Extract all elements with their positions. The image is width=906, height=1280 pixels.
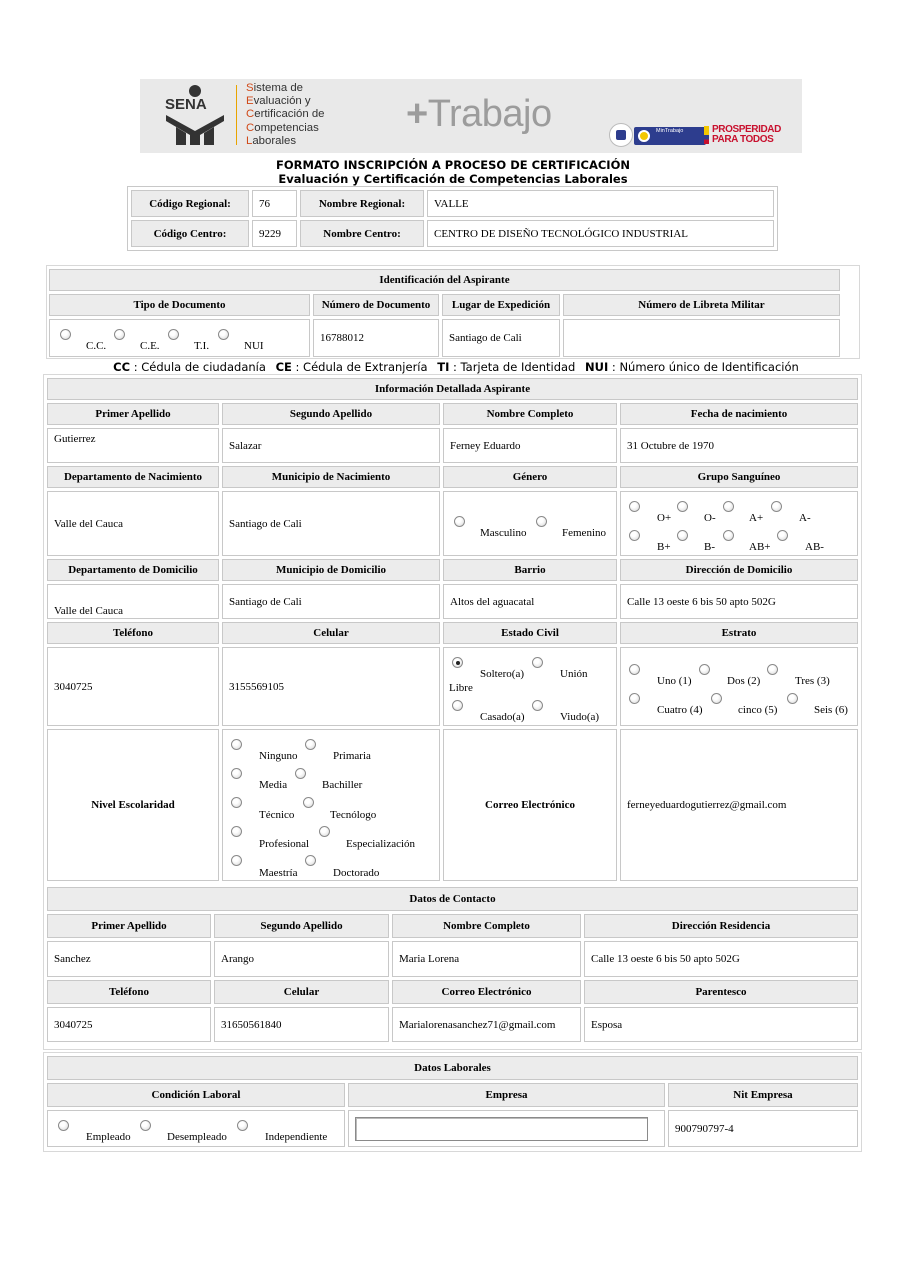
estrato-3-label: Tres (3): [795, 675, 830, 687]
legend-cc-text: : Cédula de ciudadanía: [133, 360, 266, 374]
nombre-centro-label: Nombre Centro:: [300, 220, 424, 247]
form-title: FORMATO INSCRIPCIÓN A PROCESO DE CERTIFICACIÓN: [276, 158, 630, 172]
legend-nui-text: : Número único de Identificación: [611, 360, 799, 374]
radio-estrato-6[interactable]: [787, 693, 798, 704]
legend-ti-text: : Tarjeta de Identidad: [453, 360, 576, 374]
empresa-input[interactable]: [355, 1117, 648, 1141]
escolaridad-media-label: Media: [259, 779, 288, 791]
trabajo-text: Trabajo: [427, 93, 552, 135]
segundo-apellido-header: Segundo Apellido: [222, 403, 440, 425]
contacto-primer-apellido-value: Sanchez: [47, 941, 211, 977]
contacto-correo-header: Correo Electrónico: [392, 980, 581, 1004]
contacto-parentesco-header: Parentesco: [584, 980, 858, 1004]
municipio-domicilio-header: Municipio de Domicilio: [222, 559, 440, 581]
contacto-direccion-value: Calle 13 oeste 6 bis 50 apto 502G: [584, 941, 858, 977]
radio-ab-neg[interactable]: [777, 530, 788, 541]
flag-bars-icon: [704, 126, 709, 144]
sena-logo-label: SENA: [165, 96, 207, 113]
primer-apellido-header: Primer Apellido: [47, 403, 219, 425]
radio-empleado[interactable]: [58, 1120, 69, 1131]
radio-primaria[interactable]: [305, 739, 316, 750]
radio-media[interactable]: [231, 768, 242, 779]
contacto-table: [44, 884, 861, 1045]
escolaridad-doctorado-label: Doctorado: [333, 867, 380, 879]
contacto-direccion-header: Dirección Residencia: [584, 914, 858, 938]
radio-estrato-4[interactable]: [629, 693, 640, 704]
condicion-laboral-cell: [47, 1110, 345, 1147]
estado-soltero-label: Soltero(a): [480, 668, 524, 680]
option-nui-label: NUI: [244, 340, 264, 352]
laborales-title: Datos Laborales: [47, 1056, 858, 1080]
estrato-1-label: Uno (1): [657, 675, 692, 687]
condicion-independiente-label: Independiente: [265, 1131, 328, 1143]
correo-value: ferneyeduardogutierrez@gmail.com: [620, 729, 858, 881]
estado-libre-label: Libre: [449, 682, 473, 694]
radio-cc[interactable]: [60, 329, 71, 340]
estrato-2-label: Dos (2): [727, 675, 761, 687]
mintrabajo-logo: [634, 127, 706, 145]
radio-desempleado[interactable]: [140, 1120, 151, 1131]
numero-documento-value: 16788012: [313, 319, 439, 357]
radio-soltero[interactable]: [452, 657, 463, 668]
legend-cc: CC: [113, 360, 131, 374]
escolaridad-tecnico-label: Técnico: [259, 809, 295, 821]
prosperidad-logo: [712, 125, 781, 145]
escolaridad-especializacion-label: Especialización: [346, 838, 416, 850]
plus-icon: +: [406, 93, 428, 135]
radio-bachiller[interactable]: [295, 768, 306, 779]
mintrabajo-label: MinTrabajo: [656, 128, 684, 134]
system-name: Sistema de Evaluación y Certificación de Competencias Laborales: [246, 82, 325, 147]
contacto-nombre-completo-header: Nombre Completo: [392, 914, 581, 938]
prosperidad-line-2: PARA TODOS: [712, 134, 774, 145]
celular-header: Celular: [222, 622, 440, 644]
contacto-correo-value: Marialorenasanchez71@gmail.com: [392, 1007, 581, 1042]
depto-domicilio-value: Valle del Cauca: [47, 584, 219, 619]
celular-value: 3155569105: [222, 647, 440, 726]
radio-independiente[interactable]: [237, 1120, 248, 1131]
estado-civil-cell: [443, 647, 617, 726]
radio-doctorado[interactable]: [305, 855, 316, 866]
radio-casado[interactable]: [452, 700, 463, 711]
legend-ti: TI: [437, 360, 450, 374]
estado-union-label: Unión: [560, 668, 588, 680]
sangre-ab-pos-label: AB+: [749, 541, 771, 553]
option-ce-label: C.E.: [140, 340, 160, 352]
legend-ce-text: : Cédula de Extranjería: [295, 360, 428, 374]
identificacion-title: Identificación del Aspirante: [49, 269, 840, 291]
laborales-table: [44, 1053, 861, 1150]
contacto-telefono-value: 3040725: [47, 1007, 211, 1042]
condicion-desempleado-label: Desempleado: [167, 1131, 227, 1143]
radio-ce[interactable]: [114, 329, 125, 340]
municipio-domicilio-value: Santiago de Cali: [222, 584, 440, 619]
estado-viudo-label: Viudo(a): [560, 711, 600, 723]
radio-nui[interactable]: [218, 329, 229, 340]
primer-apellido-value: Gutierrez: [47, 428, 219, 463]
contacto-nombre-completo-value: Maria Lorena: [392, 941, 581, 977]
radio-tecnologo[interactable]: [303, 797, 314, 808]
radio-estrato-2[interactable]: [699, 664, 710, 675]
municipio-nacimiento-value: Santiago de Cali: [222, 491, 440, 556]
libreta-militar-header: Número de Libreta Militar: [563, 294, 840, 316]
empresa-cell: [348, 1110, 665, 1147]
nombre-centro-value: CENTRO DE DISEÑO TECNOLÓGICO INDUSTRIAL: [427, 220, 774, 247]
direccion-domicilio-header: Dirección de Domicilio: [620, 559, 858, 581]
estado-casado-label: Casado(a): [480, 711, 525, 723]
sangre-a-pos-label: A+: [749, 512, 764, 524]
telefono-value: 3040725: [47, 647, 219, 726]
genero-cell: [443, 491, 617, 556]
libreta-militar-value: [563, 319, 840, 357]
contacto-segundo-apellido-header: Segundo Apellido: [214, 914, 389, 938]
sangre-ab-neg-label: AB-: [805, 541, 824, 553]
direccion-domicilio-value: Calle 13 oeste 6 bis 50 apto 502G: [620, 584, 858, 619]
lugar-expedicion-header: Lugar de Expedición: [442, 294, 560, 316]
condicion-laboral-header: Condición Laboral: [47, 1083, 345, 1107]
codigo-centro-label: Código Centro:: [131, 220, 249, 247]
sangre-b-pos-label: B+: [657, 541, 671, 553]
numero-documento-header: Número de Documento: [313, 294, 439, 316]
genero-header: Género: [443, 466, 617, 488]
radio-b-pos[interactable]: [629, 530, 640, 541]
genero-femenino-label: Femenino: [562, 527, 606, 539]
radio-ab-pos[interactable]: [723, 530, 734, 541]
radio-estrato-3[interactable]: [767, 664, 778, 675]
identificacion-table: [46, 266, 843, 360]
estrato-6-label: Seis (6): [814, 704, 848, 716]
radio-a-pos[interactable]: [723, 501, 734, 512]
radio-estrato-5[interactable]: [711, 693, 722, 704]
contacto-celular-header: Celular: [214, 980, 389, 1004]
coat-of-arms-icon: [609, 123, 633, 147]
option-cc-label: C.C.: [86, 340, 107, 352]
aspirante-title: Información Detallada Aspirante: [47, 378, 858, 400]
codigo-regional-value: 76: [252, 190, 297, 217]
barrio-value: Altos del aguacatal: [443, 584, 617, 619]
radio-ti[interactable]: [168, 329, 179, 340]
radio-masculino[interactable]: [454, 516, 465, 527]
nit-empresa-header: Nit Empresa: [668, 1083, 858, 1107]
codigo-centro-value: 9229: [252, 220, 297, 247]
escolaridad-ninguno-label: Ninguno: [259, 750, 298, 762]
radio-tecnico[interactable]: [231, 797, 242, 808]
estrato-5-label: cinco (5): [738, 704, 778, 716]
tipo-documento-cell: [49, 319, 310, 357]
logo-divider: [236, 85, 237, 145]
segundo-apellido-value: Salazar: [222, 428, 440, 463]
nombre-completo-header: Nombre Completo: [443, 403, 617, 425]
radio-estrato-1[interactable]: [629, 664, 640, 675]
radio-maestria[interactable]: [231, 855, 242, 866]
radio-ninguno[interactable]: [231, 739, 242, 750]
radio-o-neg[interactable]: [677, 501, 688, 512]
depto-nacimiento-value: Valle del Cauca: [47, 491, 219, 556]
contacto-celular-value: 31650561840: [214, 1007, 389, 1042]
barrio-header: Barrio: [443, 559, 617, 581]
nivel-escolaridad-header: Nivel Escolaridad: [47, 729, 219, 881]
estrato-4-label: Cuatro (4): [657, 704, 703, 716]
fecha-nacimiento-value: 31 Octubre de 1970: [620, 428, 858, 463]
header-banner: [140, 79, 802, 153]
municipio-nacimiento-header: Municipio de Nacimiento: [222, 466, 440, 488]
grupo-sanguineo-header: Grupo Sanguíneo: [620, 466, 858, 488]
escolaridad-profesional-label: Profesional: [259, 838, 310, 850]
depto-domicilio-header: Departamento de Domicilio: [47, 559, 219, 581]
escolaridad-tecnologo-label: Tecnólogo: [330, 809, 377, 821]
sangre-b-neg-label: B-: [704, 541, 715, 553]
prosperidad-line-1: PROSPERIDAD: [712, 124, 781, 135]
legend-nui: NUI: [585, 360, 609, 374]
condicion-empleado-label: Empleado: [86, 1131, 131, 1143]
radio-a-neg[interactable]: [771, 501, 782, 512]
correo-header: Correo Electrónico: [443, 729, 617, 881]
mas-trabajo-logo: [406, 93, 552, 136]
escolaridad-primaria-label: Primaria: [333, 750, 371, 762]
escolaridad-bachiller-label: Bachiller: [322, 779, 363, 791]
empresa-header: Empresa: [348, 1083, 665, 1107]
radio-femenino[interactable]: [536, 516, 547, 527]
radio-profesional[interactable]: [231, 826, 242, 837]
codigo-regional-label: Código Regional:: [131, 190, 249, 217]
estrato-header: Estrato: [620, 622, 858, 644]
estrato-cell: [620, 647, 858, 726]
nombre-regional-label: Nombre Regional:: [300, 190, 424, 217]
contacto-telefono-header: Teléfono: [47, 980, 211, 1004]
radio-o-pos[interactable]: [629, 501, 640, 512]
fecha-nacimiento-header: Fecha de nacimiento: [620, 403, 858, 425]
sangre-a-neg-label: A-: [799, 512, 811, 524]
contacto-primer-apellido-header: Primer Apellido: [47, 914, 211, 938]
radio-b-neg[interactable]: [677, 530, 688, 541]
contacto-segundo-apellido-value: Arango: [214, 941, 389, 977]
depto-nacimiento-header: Departamento de Nacimiento: [47, 466, 219, 488]
genero-masculino-label: Masculino: [480, 527, 527, 539]
contacto-parentesco-value: Esposa: [584, 1007, 858, 1042]
mintrabajo-icon: [638, 130, 650, 142]
lugar-expedicion-value: Santiago de Cali: [442, 319, 560, 357]
option-ti-label: T.I.: [194, 340, 210, 352]
escolaridad-maestria-label: Maestría: [259, 867, 298, 879]
nombre-completo-value: Ferney Eduardo: [443, 428, 617, 463]
regional-table: [127, 186, 778, 251]
estado-civil-header: Estado Civil: [443, 622, 617, 644]
form-subtitle: Evaluación y Certificación de Competencias Laborales: [278, 172, 628, 186]
nivel-escolaridad-cell: [222, 729, 440, 881]
grupo-sanguineo-cell: [620, 491, 858, 556]
document-type-legend: [0, 360, 906, 374]
sangre-o-neg-label: O-: [704, 512, 716, 524]
contacto-title: Datos de Contacto: [47, 887, 858, 911]
sena-logo-icon: [162, 83, 228, 147]
telefono-header: Teléfono: [47, 622, 219, 644]
tipo-documento-header: Tipo de Documento: [49, 294, 310, 316]
sangre-o-pos-label: O+: [657, 512, 672, 524]
nombre-regional-value: VALLE: [427, 190, 774, 217]
radio-union-libre[interactable]: [532, 657, 543, 668]
radio-especializacion[interactable]: [319, 826, 330, 837]
nit-empresa-value: 900790797-4: [668, 1110, 858, 1147]
radio-viudo[interactable]: [532, 700, 543, 711]
aspirante-table: [44, 375, 861, 884]
legend-ce: CE: [275, 360, 292, 374]
